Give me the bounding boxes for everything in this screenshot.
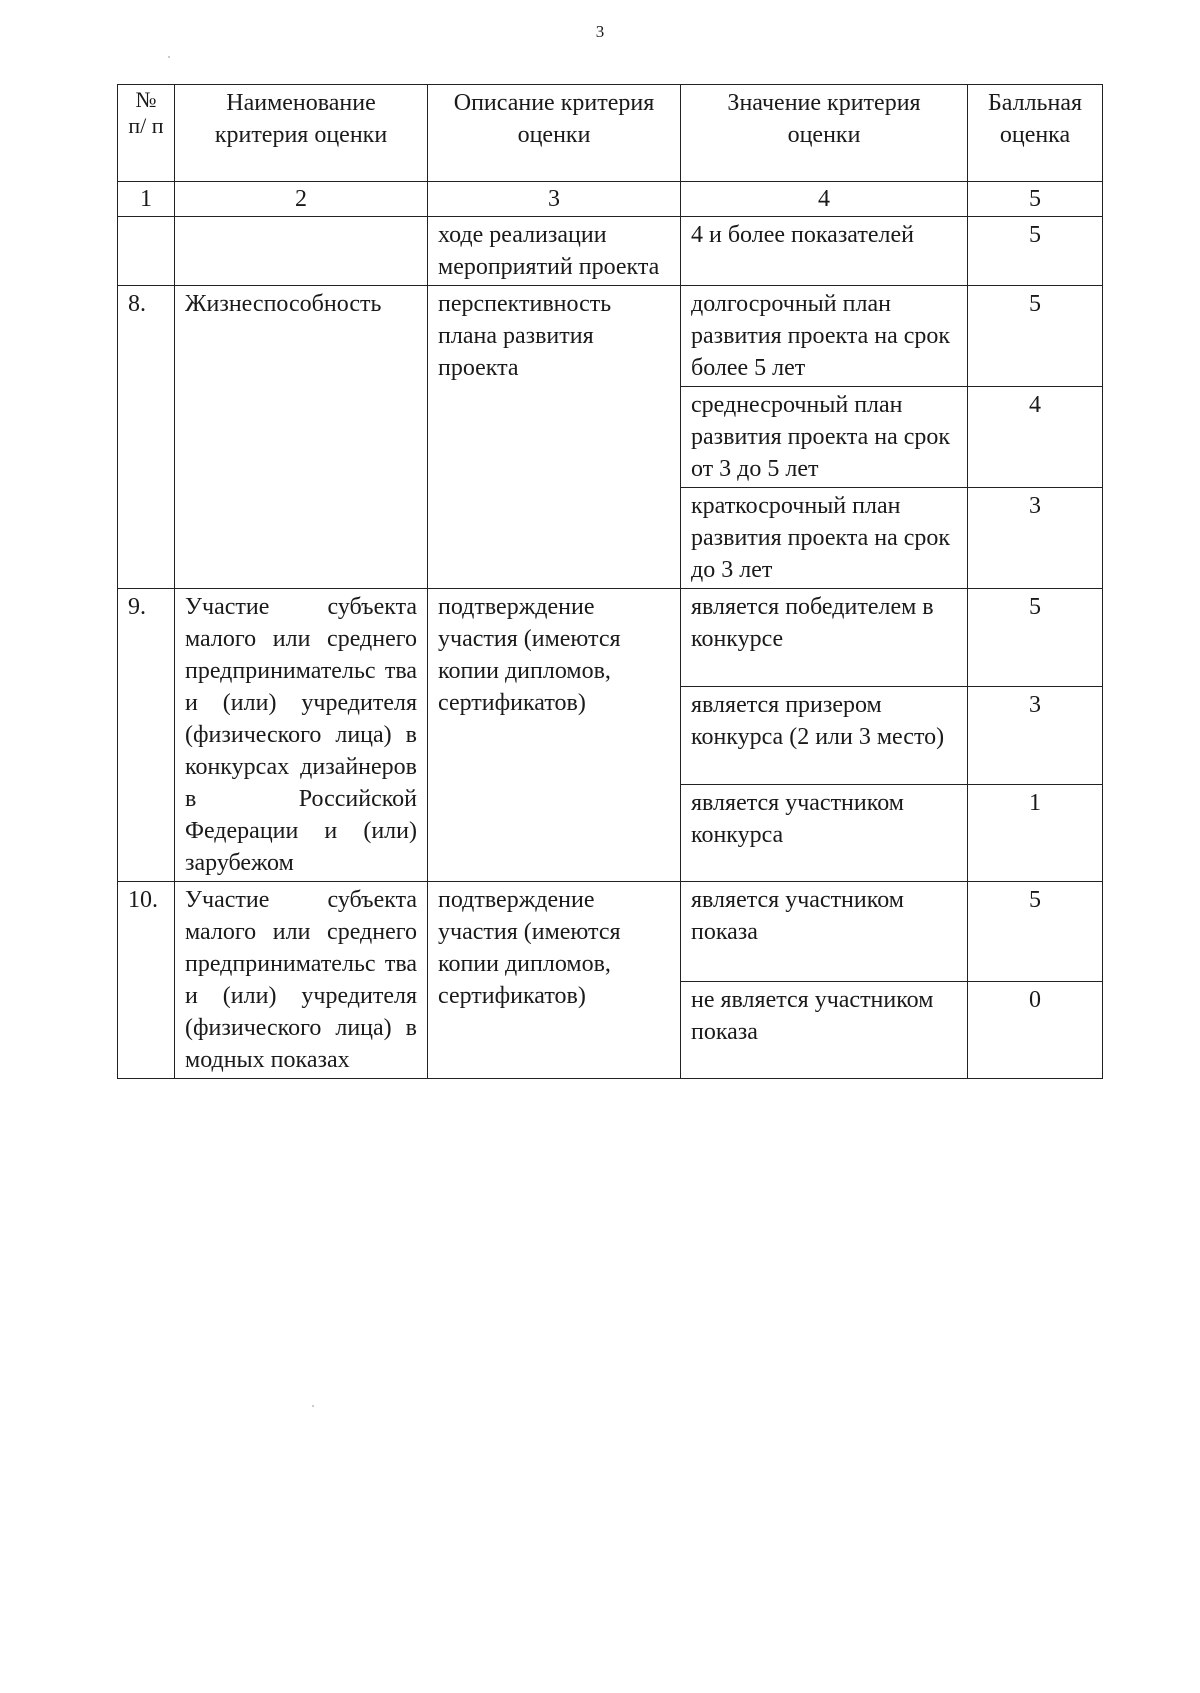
table-row — [118, 217, 1103, 286]
page-number: 3 — [595, 22, 605, 41]
criterion-value: является призером конкурса (2 или 3 место) — [681, 687, 968, 785]
header-criterion-description: Описание критерия оценки — [428, 85, 681, 182]
column-numbers-row — [118, 182, 1103, 217]
scan-speck — [168, 56, 170, 58]
criterion-name: Участие субъекта малого или среднего предпринимательс тва и (или) учредителя (физического лица) в конкурсах дизайнеров в Российской Федерации и (или) зарубежом — [175, 589, 428, 882]
table-row — [118, 589, 1103, 687]
criterion-score: 5 — [968, 286, 1103, 387]
criterion-score: 5 — [968, 589, 1103, 687]
table-row — [118, 882, 1103, 982]
column-number: 3 — [428, 182, 681, 217]
criterion-score: 5 — [968, 882, 1103, 982]
criterion-description: подтверждение участия (имеются копии дипломов, сертификатов) — [428, 882, 681, 1079]
criterion-value: краткосрочный план развития проекта на срок до 3 лет — [681, 488, 968, 589]
criterion-name: Жизнеспособность — [175, 286, 428, 589]
row-number: 10. — [118, 882, 175, 1079]
column-number: 1 — [118, 182, 175, 217]
criterion-value: долгосрочный план развития проекта на срок более 5 лет — [681, 286, 968, 387]
row-number: 9. — [118, 589, 175, 882]
header-criterion-value: Значение критерия оценки — [681, 85, 968, 182]
criterion-name — [175, 217, 428, 286]
criterion-value: является победителем в конкурсе — [681, 589, 968, 687]
table-row — [118, 286, 1103, 387]
criterion-value: является участником конкурса — [681, 785, 968, 882]
criterion-score: 3 — [968, 488, 1103, 589]
row-number — [118, 217, 175, 286]
row-number: 8. — [118, 286, 175, 589]
table-header-row — [118, 85, 1103, 182]
criterion-score: 1 — [968, 785, 1103, 882]
criteria-table — [117, 84, 1103, 1079]
criterion-value: 4 и более показателей — [681, 217, 968, 286]
column-number: 2 — [175, 182, 428, 217]
criterion-score: 4 — [968, 387, 1103, 488]
criterion-value: среднесрочный план развития проекта на срок от 3 до 5 лет — [681, 387, 968, 488]
header-criterion-name: Наименование критерия оценки — [175, 85, 428, 182]
scan-speck — [312, 1405, 314, 1407]
criterion-description: подтверждение участия (имеются копии дипломов, сертификатов) — [428, 589, 681, 882]
criterion-value: является участником показа — [681, 882, 968, 982]
criterion-value: не является участником показа — [681, 982, 968, 1079]
criterion-name: Участие субъекта малого или среднего предпринимательс тва и (или) учредителя (физического лица) в модных показах — [175, 882, 428, 1079]
column-number: 5 — [968, 182, 1103, 217]
criterion-score: 5 — [968, 217, 1103, 286]
criterion-score: 0 — [968, 982, 1103, 1079]
criterion-description: ходе реализации мероприятий проекта — [428, 217, 681, 286]
criterion-description: перспективность плана развития проекта — [428, 286, 681, 589]
column-number: 4 — [681, 182, 968, 217]
criterion-score: 3 — [968, 687, 1103, 785]
header-number: № п/ п — [118, 85, 175, 182]
header-score: Балльная оценка — [968, 85, 1103, 182]
